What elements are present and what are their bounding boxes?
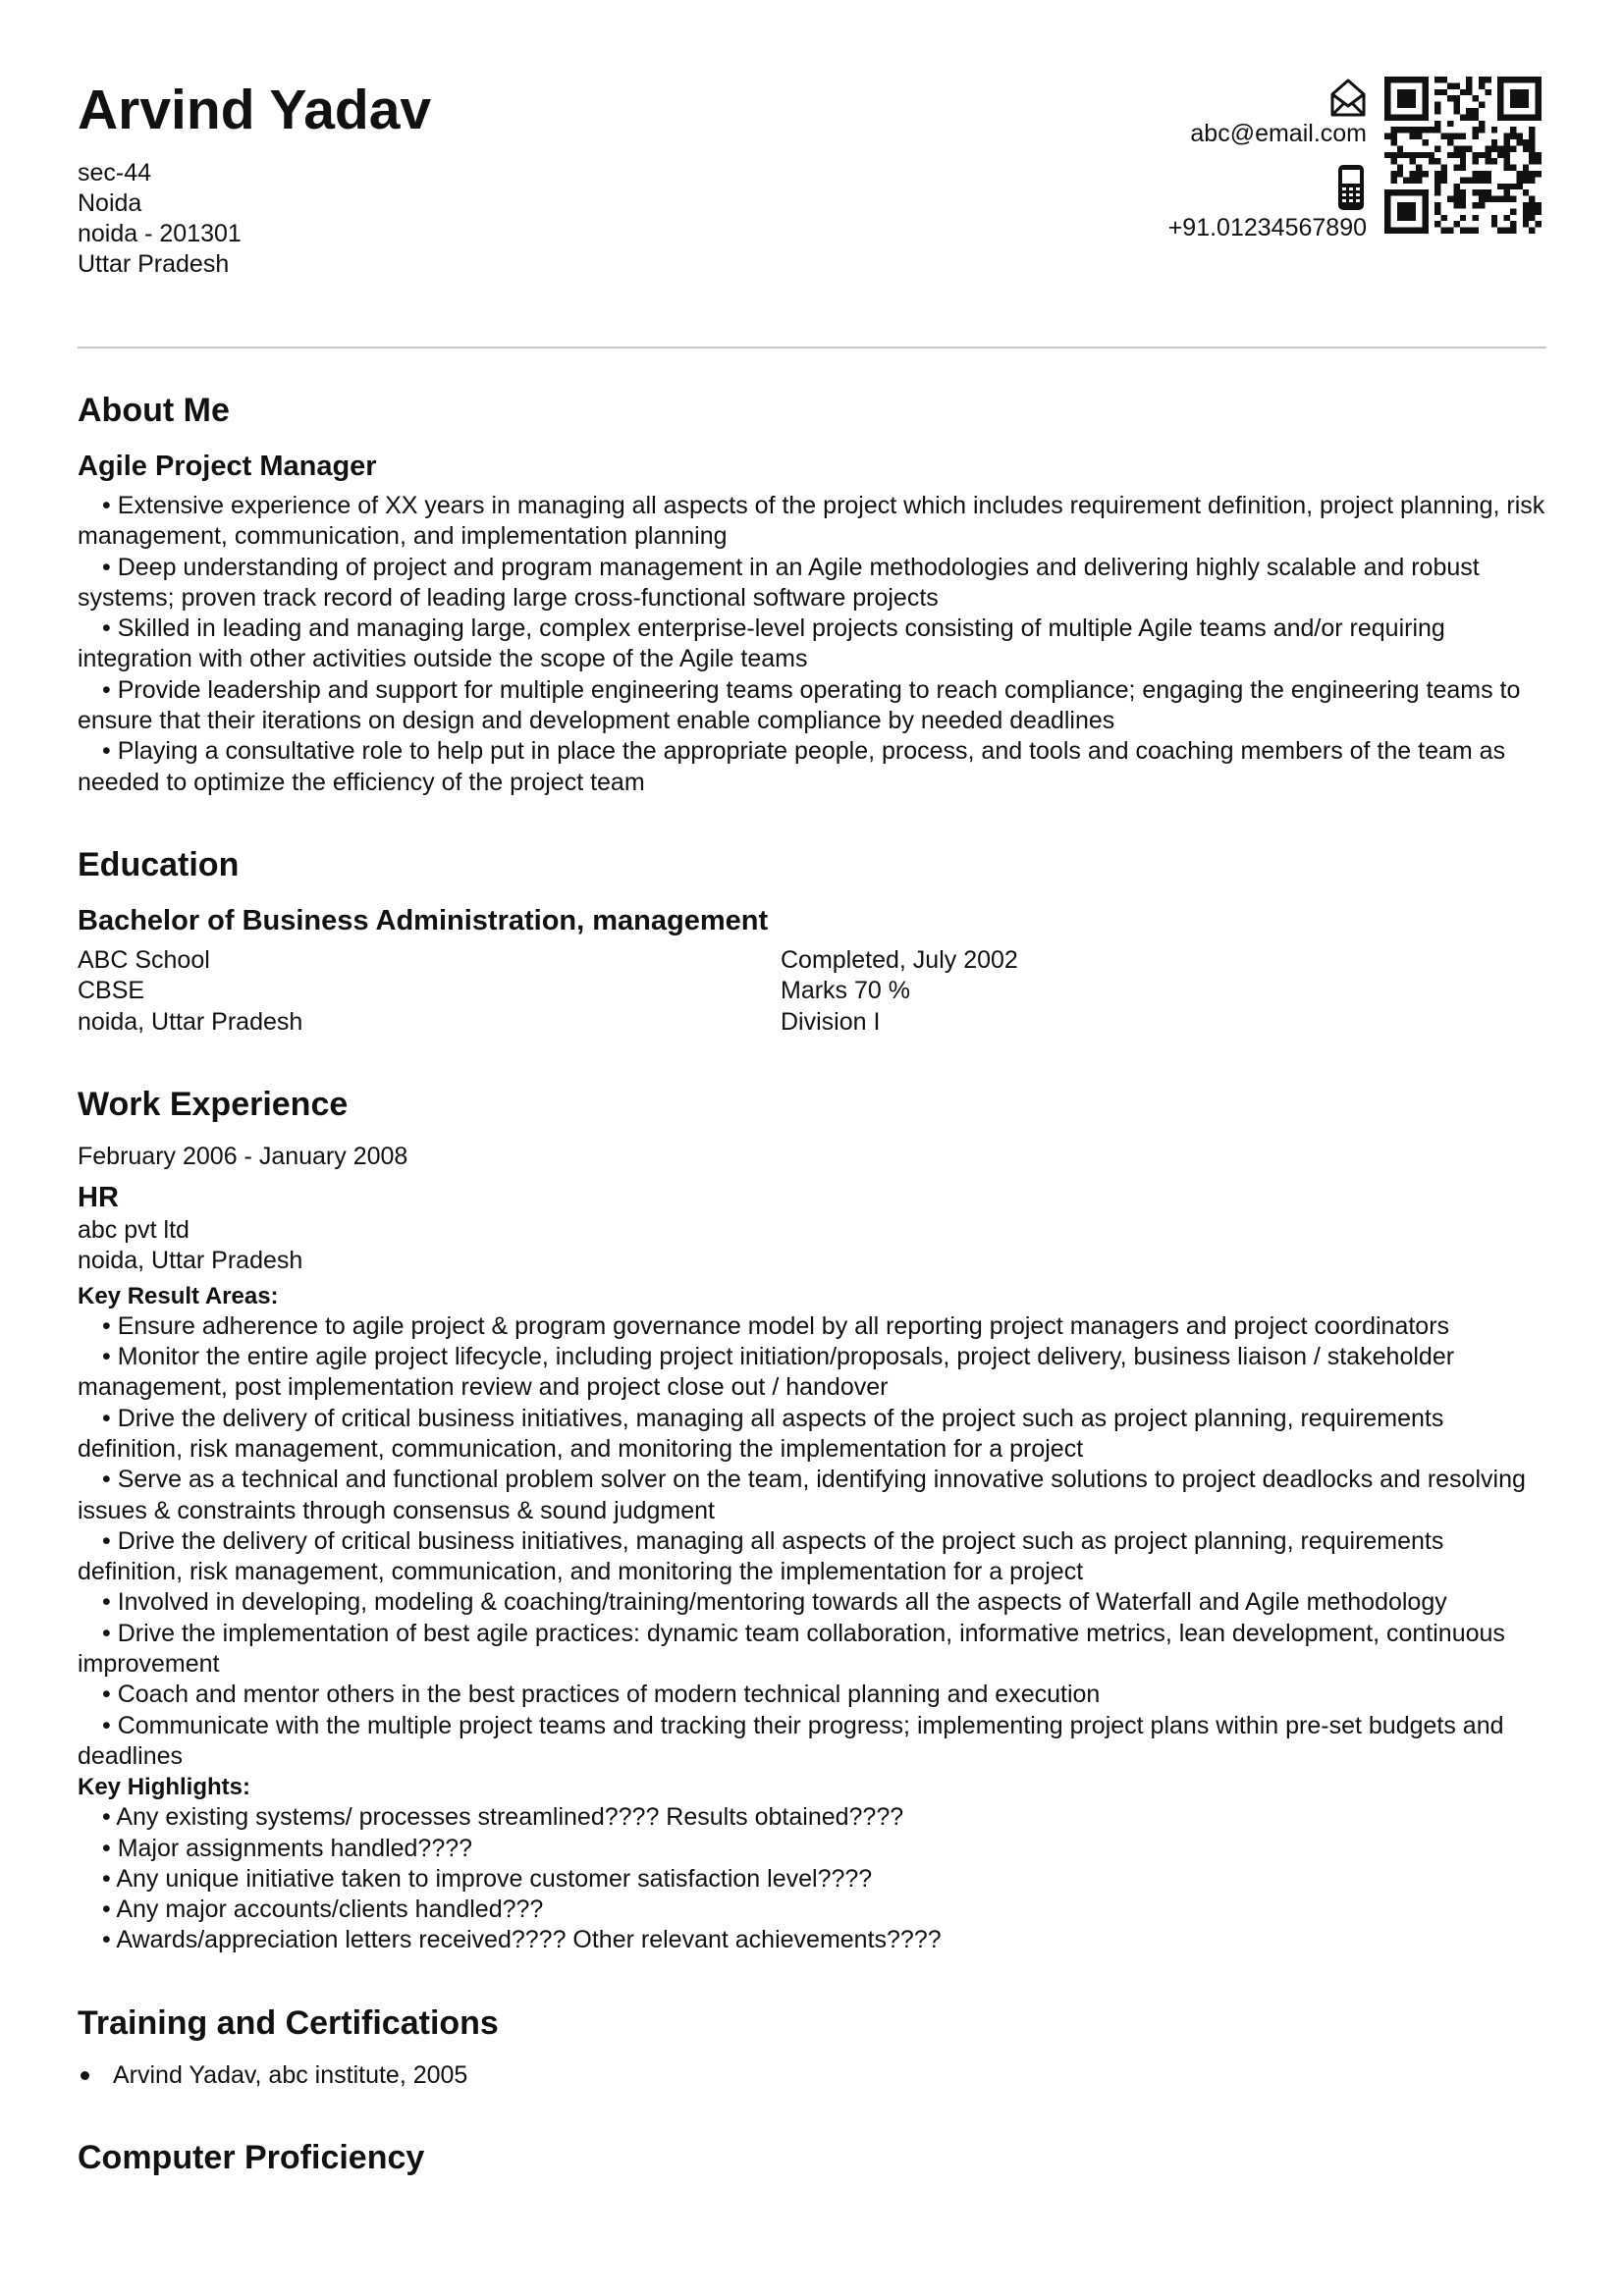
list-item: • Playing a consultative role to help put in place the appropriate people, process, and tools and coaching members of the team as needed to optimize the efficiency of the project team xyxy=(78,736,1550,798)
email-address[interactable]: abc@email.com xyxy=(1190,120,1367,147)
completion-date: Completed, July 2002 xyxy=(781,945,1018,974)
about-bullets xyxy=(78,491,1550,798)
work-dates: February 2006 - January 2008 xyxy=(78,1142,408,1170)
marks: Marks 70 % xyxy=(781,977,910,1005)
list-item: • Provide leadership and support for multiple engineering teams operating to reach compliance; engaging the engineering teams to ensure that their iterations on design and development enable compliance by needed deadlines xyxy=(78,675,1550,737)
highlights-label: Key Highlights: xyxy=(78,1774,251,1801)
education-school-column xyxy=(78,945,781,1038)
school-name: ABC School xyxy=(78,945,210,974)
list-item: • Any existing systems/ processes streamlined???? Results obtained???? xyxy=(78,1802,1550,1833)
section-title-training: Training and Certifications xyxy=(78,2003,499,2042)
kra-label: Key Result Areas: xyxy=(78,1282,279,1309)
list-item: • Ensure adherence to agile project & program governance model by all reporting project managers and project coordinators xyxy=(78,1311,1550,1342)
list-item: • Major assignments handled???? xyxy=(78,1834,1550,1864)
section-title-work: Work Experience xyxy=(78,1085,349,1123)
list-item: • Extensive experience of XX years in managing all aspects of the project which includes requirement definition, project planning, risk management, communication, and implementation planning xyxy=(78,491,1550,553)
list-item: • Coach and mentor others in the best practices of modern technical planning and execution xyxy=(78,1680,1550,1710)
education-section xyxy=(78,843,1550,1038)
candidate-name: Arvind Yadav xyxy=(78,79,432,141)
list-item: • Any unique initiative taken to improve customer satisfaction level???? xyxy=(78,1864,1550,1895)
resume-body xyxy=(78,389,1550,2195)
school-location: noida, Uttar Pradesh xyxy=(78,1007,303,1036)
list-item: Arvind Yadav, abc institute, 2005 xyxy=(78,2060,1550,2091)
contact-block xyxy=(1168,77,1367,243)
education-result-column xyxy=(781,945,1018,1038)
work-company: abc pvt ltd xyxy=(78,1216,189,1245)
about-role: Agile Project Manager xyxy=(78,451,377,482)
envelope-icon xyxy=(1329,77,1367,118)
school-board: CBSE xyxy=(78,977,145,1005)
list-item: • Drive the delivery of critical business initiatives, managing all aspects of the project such as project planning, requirements definition, risk management, communication, and monitoring the implementation for a project xyxy=(78,1404,1550,1466)
address-line: Noida xyxy=(78,189,142,217)
phone-number[interactable]: +91.01234567890 xyxy=(1167,214,1367,241)
list-item: • Skilled in leading and managing large, complex enterprise-level projects consisting of multiple Agile teams and/or requiring integration with other activities outside the scope of the Agile teams xyxy=(78,614,1550,675)
highlights-bullets xyxy=(78,1802,1550,1955)
mobile-phone-icon xyxy=(1335,163,1367,212)
computer-section xyxy=(78,2136,1550,2179)
list-item: • Serve as a technical and functional problem solver on the team, identifying innovative solutions to project deadlocks and resolving issues & constraints through consensus & sound judgment xyxy=(78,1465,1550,1526)
work-role: HR xyxy=(78,1182,119,1214)
education-details xyxy=(78,945,1550,1038)
list-item: • Any major accounts/clients handled??? xyxy=(78,1895,1550,1925)
qr-code xyxy=(1384,77,1542,234)
section-title-computer: Computer Proficiency xyxy=(78,2138,425,2176)
list-item: • Awards/appreciation letters received???? Other relevant achievements???? xyxy=(78,1925,1550,1955)
address-line: sec-44 xyxy=(78,159,152,187)
list-item: • Involved in developing, modeling & coaching/training/mentoring towards all the aspects of Waterfall and Agile methodology xyxy=(78,1587,1550,1618)
address-line: noida - 201301 xyxy=(78,220,242,247)
work-location: noida, Uttar Pradesh xyxy=(78,1247,303,1275)
list-item: • Drive the implementation of best agile practices: dynamic team collaboration, informative metrics, lean development, continuous improvement xyxy=(78,1619,1550,1681)
work-section xyxy=(78,1083,1550,1956)
section-title-education: Education xyxy=(78,845,240,883)
degree-title: Bachelor of Business Administration, management xyxy=(78,904,769,936)
division: Division I xyxy=(781,1007,881,1036)
section-title-about: About Me xyxy=(78,392,230,429)
address-block xyxy=(78,158,242,280)
header-divider xyxy=(78,347,1546,348)
list-item: • Deep understanding of project and program management in an Agile methodologies and delivering highly scalable and robust systems; proven track record of leading large cross-functional software projects xyxy=(78,553,1550,614)
kra-bullets xyxy=(78,1311,1550,1772)
about-section xyxy=(78,389,1550,798)
training-section xyxy=(78,2002,1550,2091)
list-item: • Drive the delivery of critical business initiatives, managing all aspects of the project such as project planning, requirements definition, risk management, communication, and monitoring the implementation for a project xyxy=(78,1526,1550,1588)
training-list xyxy=(78,2060,1550,2091)
list-item: • Monitor the entire agile project lifecycle, including project initiation/proposals, project delivery, business liaison / stakeholder management, post implementation review and project close out / handover xyxy=(78,1342,1550,1404)
address-line: Uttar Pradesh xyxy=(78,250,230,278)
list-item: • Communicate with the multiple project teams and tracking their progress; implementing project plans within pre-set budgets and deadlines xyxy=(78,1711,1550,1773)
